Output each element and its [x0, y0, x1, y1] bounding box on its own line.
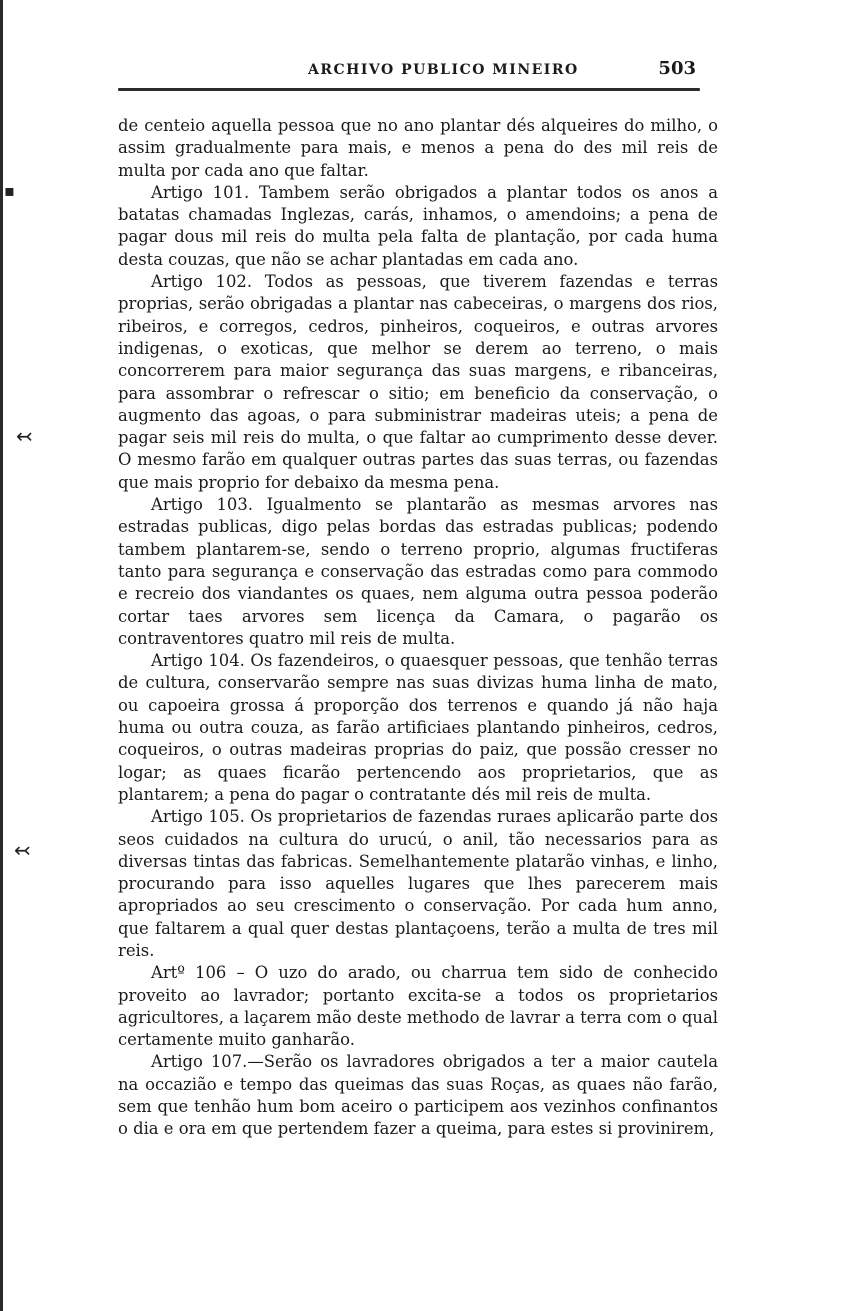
paragraph-artigo-103: Artigo 103. Igualmento se plantarão as mesmas arvores nas estradas publicas, digo pelas bordas das estradas publicas; podendo tambem plantarem-se, sendo o terreno proprio, algumas fructiferas tanto para segurança e conservação das estradas como para commodo e recreio dos viandantes os quaes, nem alguma outra pessoa poderão cortar taes arvores sem licença da Camara, o pagarão os contraventores quatro mil reis de multa. [118, 495, 718, 648]
paragraph-artigo-107: Artigo 107.—Serão os lavradores obrigados a ter a maior cautela na occazião e tempo das queimas das suas Roças, as quaes não farão, sem que tenhão hum bom aceiro o participem aos vezinhos confinantos o dia e ora em que pertendem fazer a queima, para estes si provinirem, [118, 1052, 718, 1139]
header-rule [118, 88, 700, 91]
page-number: 503 [658, 58, 696, 79]
margin-mark-arrow-1: ↢ [16, 424, 33, 448]
paragraph-artigo-102: Artigo 102. Todos as pessoas, que tiverem fazendas e terras proprias, serão obrigadas a plantar nas cabeceiras, o margens dos rios, ribeiros, e corregos, cedros, pinheiros, coqueiros, e outras arvores indigenas, o exoticas, que melhor se derem ao terreno, o mais concorrerem para maior segurança das suas margens, e ribanceiras, para assombrar o refrescar o sitio; em beneficio da conservação, o augmento das agoas, o para subministrar madeiras uteis; a pena de pagar seis mil reis do multa, o que faltar ao cumprimento desse dever. O mesmo farão em qualquer outras partes das suas terras, ou fazendas que mais proprio for debaixo da mesma pena. [118, 272, 718, 492]
margin-mark-top: ▪ [4, 181, 15, 200]
paragraph-continuation: de centeio aquella pessoa que no ano plantar dés alqueires do milho, o assim gradualmente para mais, e menos a pena do des mil reis de multa por cada ano que faltar. [118, 116, 718, 180]
page-header [118, 58, 698, 84]
paragraph-artigo-105: Artigo 105. Os proprietarios de fazendas ruraes aplicarão parte dos seos cuidados na cultura do urucú, o anil, tão necessarios para as diversas tintas das fabricas. Semelhantemente platarão vinhas, e linho, procurando para isso aquelles lugares que lhes parecerem mais apropriados ao seu crescimento o conservação. Por cada hum anno, que faltarem a qual quer destas plantaçoens, terão a multa de tres mil reis. [118, 807, 718, 960]
paragraph-artigo-106: Artº 106 – O uzo do arado, ou charrua tem sido de conhecido proveito ao lavrador; portanto excita-se a todos os proprietarios agricultores, a laçarem mão deste methodo de lavrar a terra com o qual certamente muito ganharão. [118, 963, 718, 1050]
running-head: ARCHIVO PUBLICO MINEIRO [308, 62, 579, 78]
paragraph-artigo-104: Artigo 104. Os fazendeiros, o quaesquer pessoas, que tenhão terras de cultura, conservarão sempre nas suas divizas huma linha de mato, ou capoeira grossa á proporção dos terrenos e quando já não haja huma ou outra couza, as farão artificiaes plantando pinheiros, cedros, coqueiros, o outras madeiras proprias do paiz, que possão cresser no logar; as quaes ficarão pertencendo aos proprietarios, que as plantarem; a pena do pagar o contratante dés mil reis de multa. [118, 651, 718, 804]
page-binding-edge [0, 0, 3, 1311]
body-text [118, 115, 718, 1141]
paragraph-artigo-101: Artigo 101. Tambem serão obrigados a plantar todos os anos a batatas chamadas Inglezas, carás, inhamos, o amendoins; a pena de pagar dous mil reis do multa pela falta de plantação, por cada huma desta couzas, que não se achar plantadas em cada ano. [118, 182, 718, 269]
margin-mark-arrow-2: ↢ [14, 838, 31, 862]
